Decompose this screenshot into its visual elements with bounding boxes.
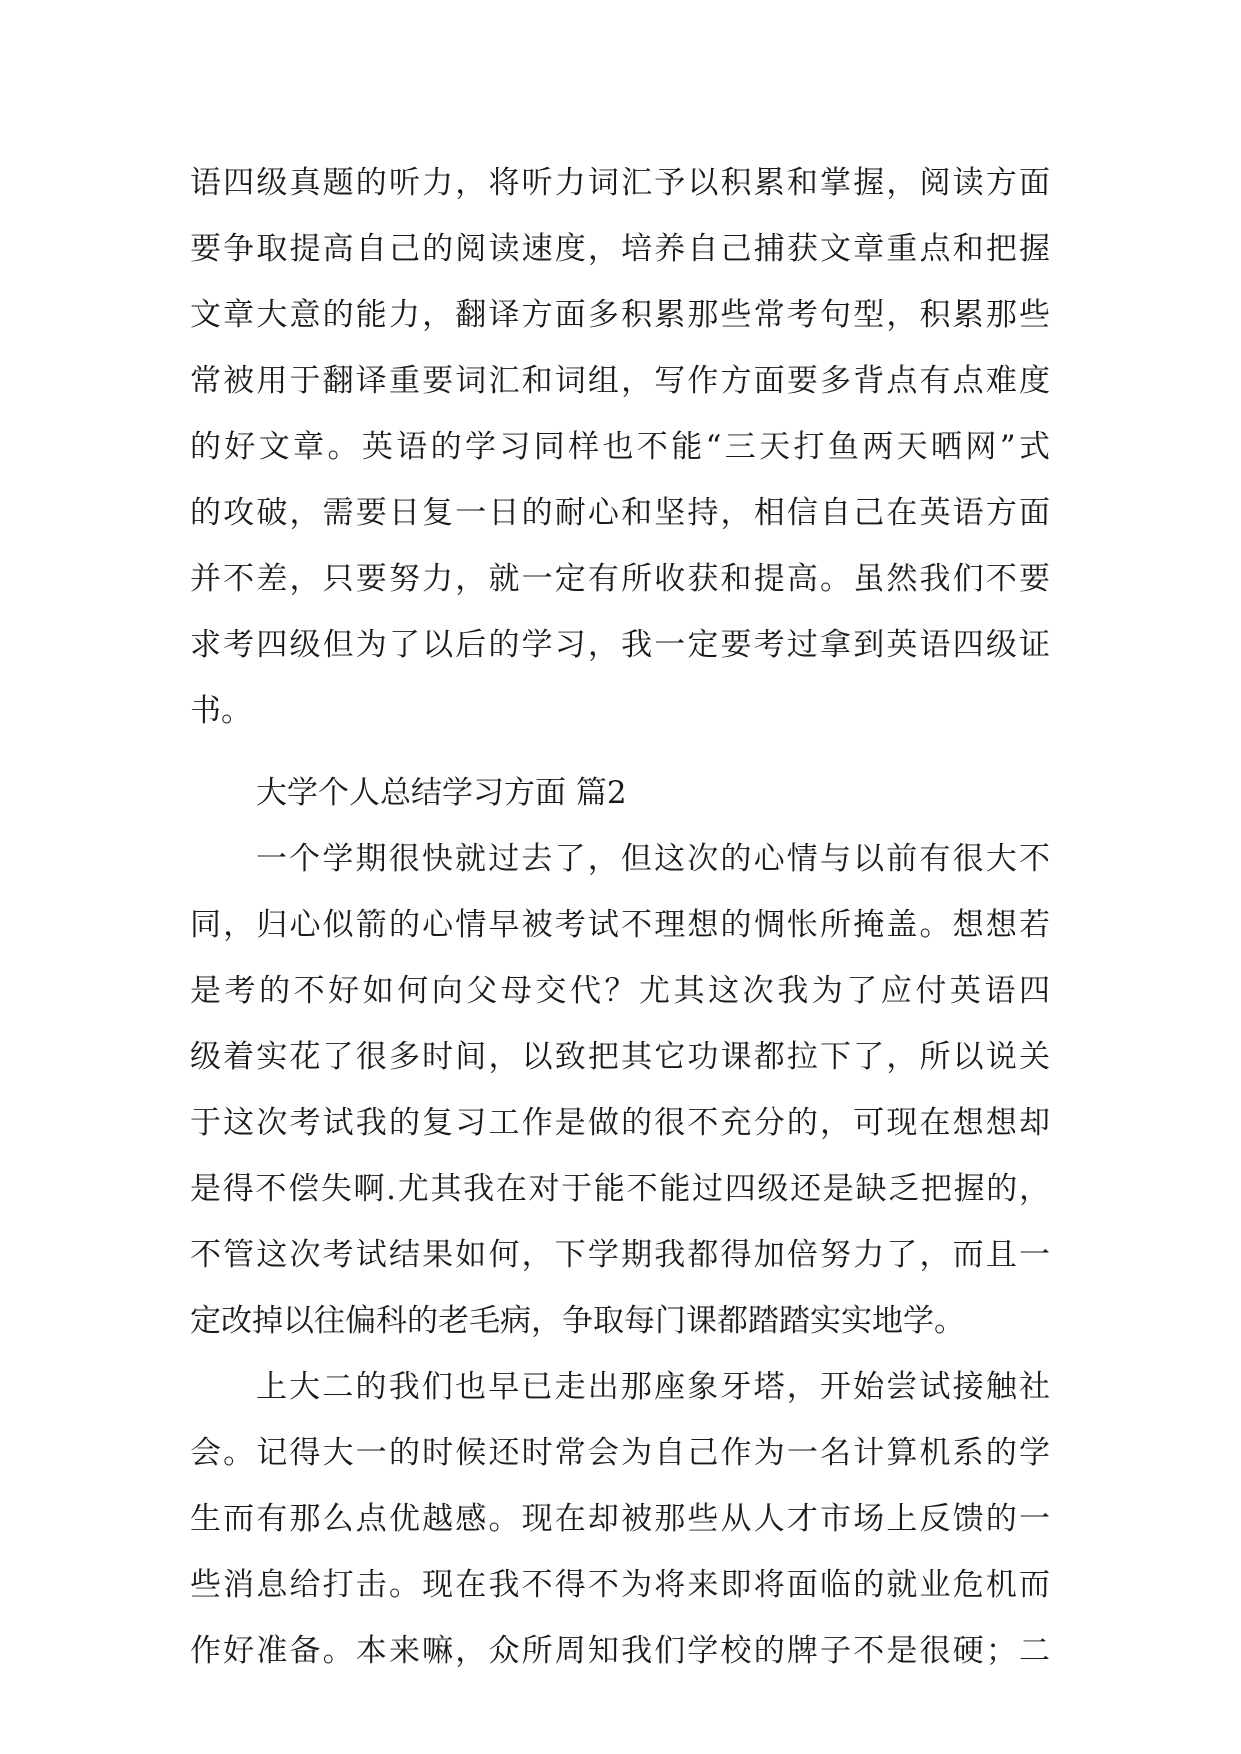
text-line: 于这次考试我的复习工作是做的很不充分的，可现在想想却 xyxy=(190,1105,1050,1141)
text-line: 语四级真题的听力，将听力词汇予以积累和掌握，阅读方面 xyxy=(190,165,1050,201)
text-line: 同，归心似箭的心情早被考试不理想的惆怅所掩盖。想想若 xyxy=(190,907,1050,943)
text-line: 并不差，只要努力，就一定有所收获和提高。虽然我们不要 xyxy=(190,561,1050,597)
section-heading: 大学个人总结学习方面 篇2 xyxy=(256,775,627,811)
text-line: 作好准备。本来嘛，众所周知我们学校的牌子不是很硬；二 xyxy=(190,1633,1050,1669)
text-line: 些消息给打击。现在我不得不为将来即将面临的就业危机而 xyxy=(190,1567,1050,1603)
text-line: 书。 xyxy=(190,693,252,729)
text-line: 是得不偿失啊.尤其我在对于能不能过四级还是缺乏把握的， xyxy=(190,1171,1050,1207)
text-line: 会。记得大一的时候还时常会为自己作为一名计算机系的学 xyxy=(190,1435,1050,1471)
text-line: 常被用于翻译重要词汇和词组，写作方面要多背点有点难度 xyxy=(190,363,1050,399)
text-line: 的好文章。英语的学习同样也不能“三天打鱼两天晒网”式 xyxy=(190,429,1050,465)
text-line: 是考的不好如何向父母交代？尤其这次我为了应付英语四 xyxy=(190,973,1050,1009)
text-line: 不管这次考试结果如何，下学期我都得加倍努力了，而且一 xyxy=(190,1237,1050,1273)
text-line: 一个学期很快就过去了，但这次的心情与以前有很大不 xyxy=(256,841,1050,877)
text-line: 生而有那么点优越感。现在却被那些从人才市场上反馈的一 xyxy=(190,1501,1050,1537)
text-line: 级着实花了很多时间，以致把其它功课都拉下了，所以说关 xyxy=(190,1039,1050,1075)
text-line: 文章大意的能力，翻译方面多积累那些常考句型，积累那些 xyxy=(190,297,1050,333)
text-line: 上大二的我们也早已走出那座象牙塔，开始尝试接触社 xyxy=(256,1369,1050,1405)
text-line: 定改掉以往偏科的老毛病，争取每门课都踏踏实实地学。 xyxy=(190,1303,965,1339)
text-line: 的攻破，需要日复一日的耐心和坚持，相信自己在英语方面 xyxy=(190,495,1050,531)
text-line: 求考四级但为了以后的学习，我一定要考过拿到英语四级证 xyxy=(190,627,1050,663)
text-line: 要争取提高自己的阅读速度，培养自己捕获文章重点和把握 xyxy=(190,231,1050,267)
